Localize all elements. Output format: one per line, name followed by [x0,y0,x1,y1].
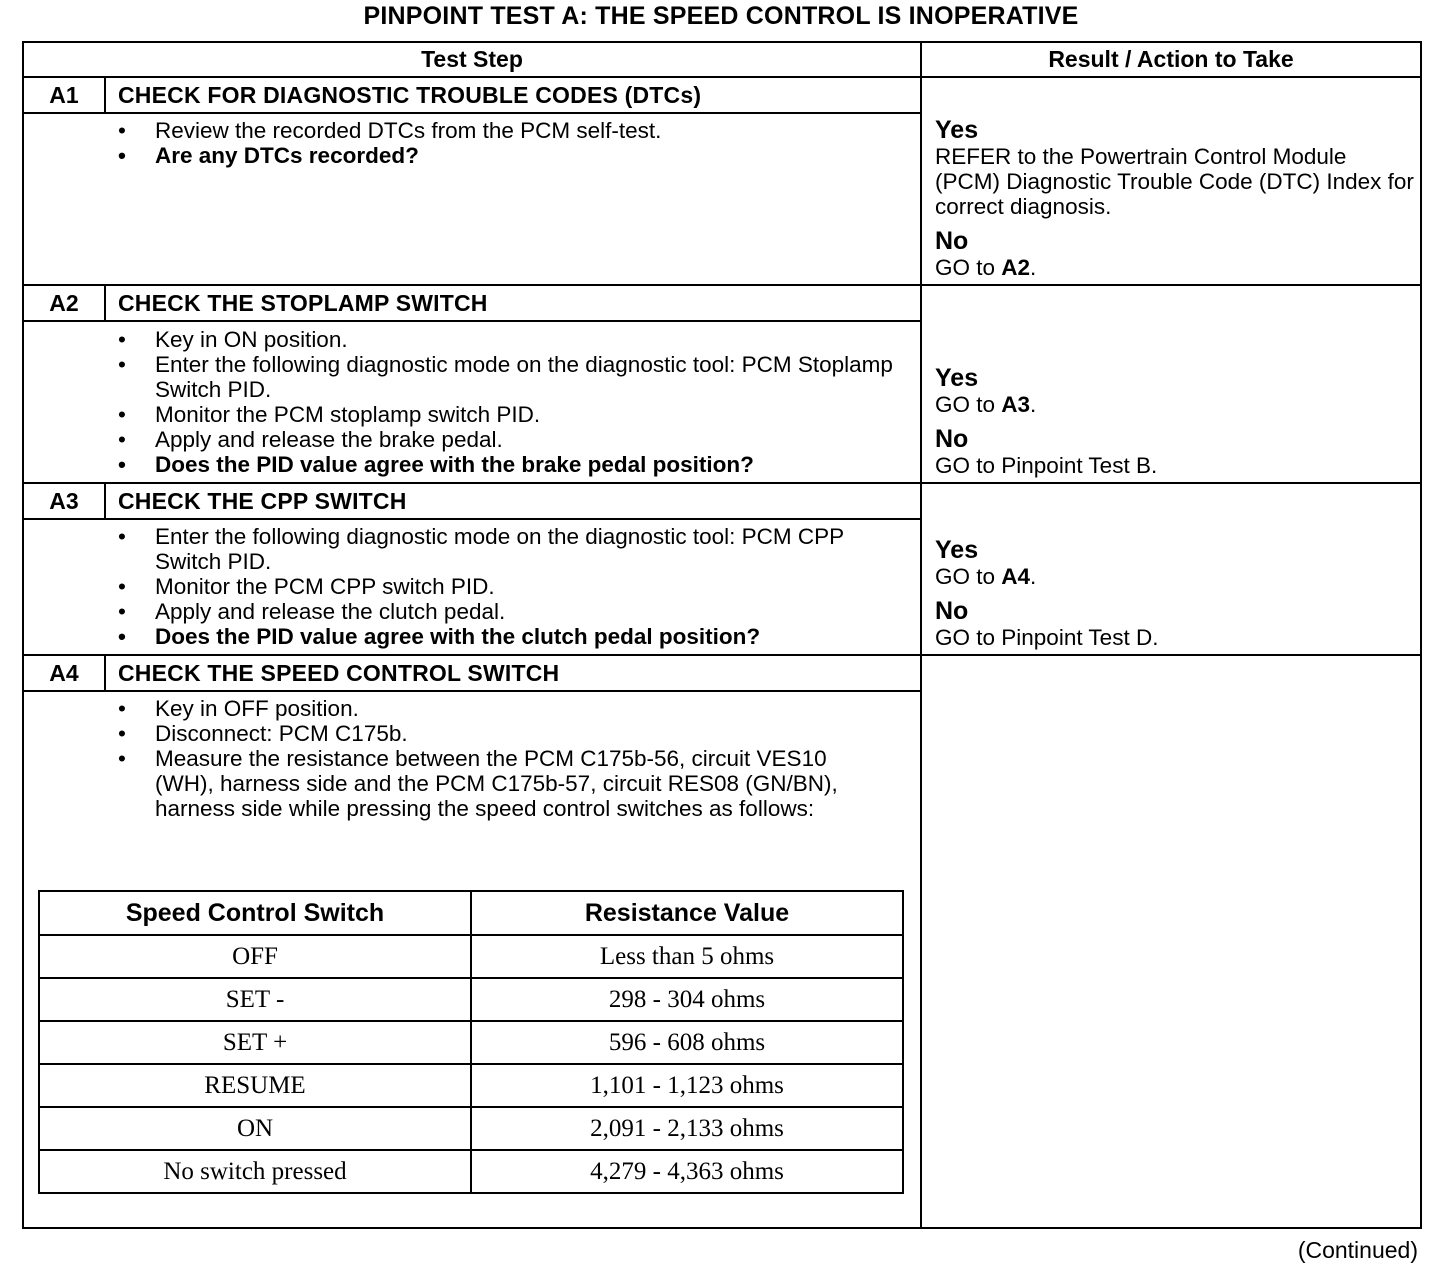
table-row [39,1107,903,1150]
id-divider [104,78,106,112]
continued-note: (Continued) [1297,1237,1418,1263]
result-a2 [935,364,1415,478]
switch-cell: SET + [39,1021,471,1064]
step-id-a2: A2 [49,290,79,316]
row-rule [22,482,1422,484]
no-label: No [935,425,969,453]
no-label: No [935,227,969,255]
bullet-item: • Measure the resistance between the PCM C175b-56, circuit VES10 (WH), harness side and the PCM C175b-57, circuit RES08 (GN/BN), harness side while pressing the speed control switches as follows: [118,746,838,821]
step-title-a3: CHECK THE CPP SWITCH [118,488,407,514]
step-rule [22,690,922,692]
step-title-a1: CHECK FOR DIAGNOSTIC TROUBLE CODES (DTCs) [118,82,702,108]
resistance-cell: 1,101 - 1,123 ohms [471,1064,903,1107]
row-rule [22,284,1422,286]
table-row [39,1021,903,1064]
bullet-item: • Monitor the PCM CPP switch PID. [118,574,495,599]
bullet-question: • Does the PID value agree with the brake pedal position? [118,452,754,477]
resistance-cell: 2,091 - 2,133 ohms [471,1107,903,1150]
yes-label: Yes [935,536,979,564]
table-row [39,978,903,1021]
yes-action: REFER to the Powertrain Control Module (PCM) Diagnostic Trouble Code (DTC) Index for correct diagnosis. [935,144,1414,219]
bullet-item: • Apply and release the clutch pedal. [118,599,506,624]
switch-cell: No switch pressed [39,1150,471,1193]
resistance-header-row [39,891,903,935]
resistance-cell: 298 - 304 ohms [471,978,903,1021]
resistance-cell: 4,279 - 4,363 ohms [471,1150,903,1193]
id-divider [104,286,106,320]
bullet-item: • Enter the following diagnostic mode on the diagnostic tool: PCM CPP Switch PID. [118,524,844,574]
table-row [39,1064,903,1107]
header-switch: Speed Control Switch [39,891,471,935]
step-id-a4: A4 [49,660,79,686]
id-divider [104,656,106,690]
table-row [39,1150,903,1193]
header-result: Result / Action to Take [1048,46,1294,72]
resistance-cell: 596 - 608 ohms [471,1021,903,1064]
bullet-item: • Enter the following diagnostic mode on the diagnostic tool: PCM Stoplamp Switch PID. [118,352,893,402]
yes-label: Yes [935,116,979,144]
step-rule [22,320,922,322]
resistance-cell: Less than 5 ohms [471,935,903,978]
result-a1 [935,116,1415,280]
header-resistance: Resistance Value [471,891,903,935]
no-label: No [935,597,969,625]
step-bullets-a1 [118,118,898,168]
switch-cell: OFF [39,935,471,978]
yes-action: GO to A4. [935,564,1037,589]
no-action: GO to Pinpoint Test B. [935,453,1158,478]
step-title-a4: CHECK THE SPEED CONTROL SWITCH [118,660,560,686]
bullet-item: • Key in OFF position. [118,696,359,721]
bullet-question: • Are any DTCs recorded? [118,143,419,168]
column-divider [920,41,922,1229]
bullet-item: • Review the recorded DTCs from the PCM self-test. [118,118,662,143]
no-action: GO to A2. [935,255,1037,280]
switch-cell: RESUME [39,1064,471,1107]
yes-label: Yes [935,364,979,392]
id-divider [104,484,106,518]
step-bullets-a2 [118,327,898,477]
bullet-item: • Apply and release the brake pedal. [118,427,503,452]
result-a3 [935,536,1415,650]
step-rule [22,518,922,520]
bullet-item: • Disconnect: PCM C175b. [118,721,408,746]
step-id-a1: A1 [49,82,79,108]
switch-cell: SET - [39,978,471,1021]
step-rule [22,112,922,114]
no-action: GO to Pinpoint Test D. [935,625,1159,650]
bullet-question: • Does the PID value agree with the clutch pedal position? [118,624,761,649]
step-bullets-a4 [118,696,898,821]
step-id-a3: A3 [49,488,79,514]
page-title: PINPOINT TEST A: THE SPEED CONTROL IS INOPERATIVE [363,2,1079,30]
header-test-step: Test Step [421,46,523,72]
table-row [39,935,903,978]
bullet-item: • Key in ON position. [118,327,348,352]
header-rule [22,76,1422,78]
step-title-a2: CHECK THE STOPLAMP SWITCH [118,290,488,316]
bullet-item: • Monitor the PCM stoplamp switch PID. [118,402,541,427]
step-bullets-a3 [118,524,898,649]
resistance-table [38,890,904,1194]
switch-cell: ON [39,1107,471,1150]
row-rule [22,654,1422,656]
yes-action: GO to A3. [935,392,1037,417]
